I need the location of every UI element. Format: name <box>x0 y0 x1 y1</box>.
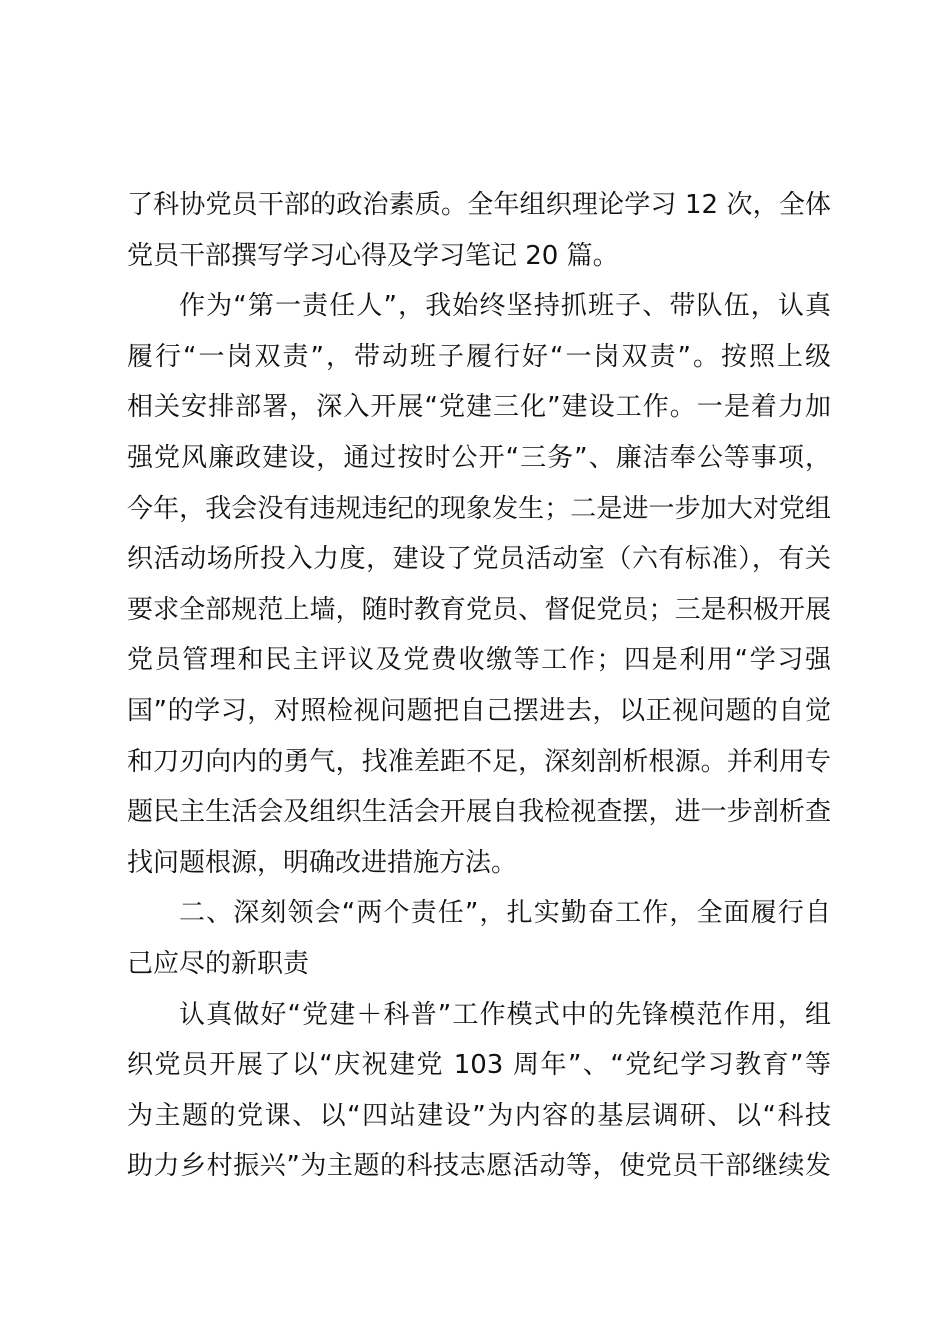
text-line: 找问题根源，明确改进措施方法。 <box>127 847 518 878</box>
text-line: 了科协党员干部的政治素质。全年组织理论学习 12 次，全体 <box>127 190 831 220</box>
text-line: 和刀刃向内的勇气，找准差距不足，深刻剖析根源。并利用专 <box>127 746 831 777</box>
paragraph-first-line: 认真做好“党建＋科普”工作模式中的先锋模范作用，组 <box>179 999 831 1030</box>
section-heading-line: 己应尽的新职责 <box>127 948 310 979</box>
text-line: 织党员开展了以“庆祝建党 103 周年”、“党纪学习教育”等 <box>127 1050 831 1081</box>
text-line: 织活动场所投入力度，建设了党员活动室（六有标准），有关 <box>127 544 831 575</box>
text-line: 强党风廉政建设，通过按时公开“三务”、廉洁奉公等事项， <box>127 442 831 473</box>
document-body <box>127 180 831 1192</box>
text-line: 国”的学习，对照检视问题把自己摆进去，以正视问题的自觉 <box>127 695 831 726</box>
text-line: 党员干部撰写学习心得及学习笔记 20 篇。 <box>127 240 619 271</box>
text-line: 题民主生活会及组织生活会开展自我检视查摆，进一步剖析查 <box>127 797 831 828</box>
text-line: 为主题的党课、以“四站建设”为内容的基层调研、以“科技 <box>127 1100 831 1131</box>
text-line: 要求全部规范上墙，随时教育党员、督促党员；三是积极开展 <box>127 594 831 625</box>
text-line: 助力乡村振兴”为主题的科技志愿活动等，使党员干部继续发 <box>127 1151 831 1182</box>
text-line: 党员管理和民主评议及党费收缴等工作；四是利用“学习强 <box>127 645 831 676</box>
section-heading-line: 二、深刻领会“两个责任”，扎实勤奋工作，全面履行自 <box>179 898 831 929</box>
paragraph-first-line: 作为“第一责任人”，我始终坚持抓班子、带队伍，认真 <box>179 291 831 322</box>
text-line: 相关安排部署，深入开展“党建三化”建设工作。一是着力加 <box>127 392 831 423</box>
text-line: 履行“一岗双责”，带动班子履行好“一岗双责”。按照上级 <box>127 341 831 372</box>
text-line: 今年，我会没有违规违纪的现象发生；二是进一步加大对党组 <box>127 493 831 524</box>
